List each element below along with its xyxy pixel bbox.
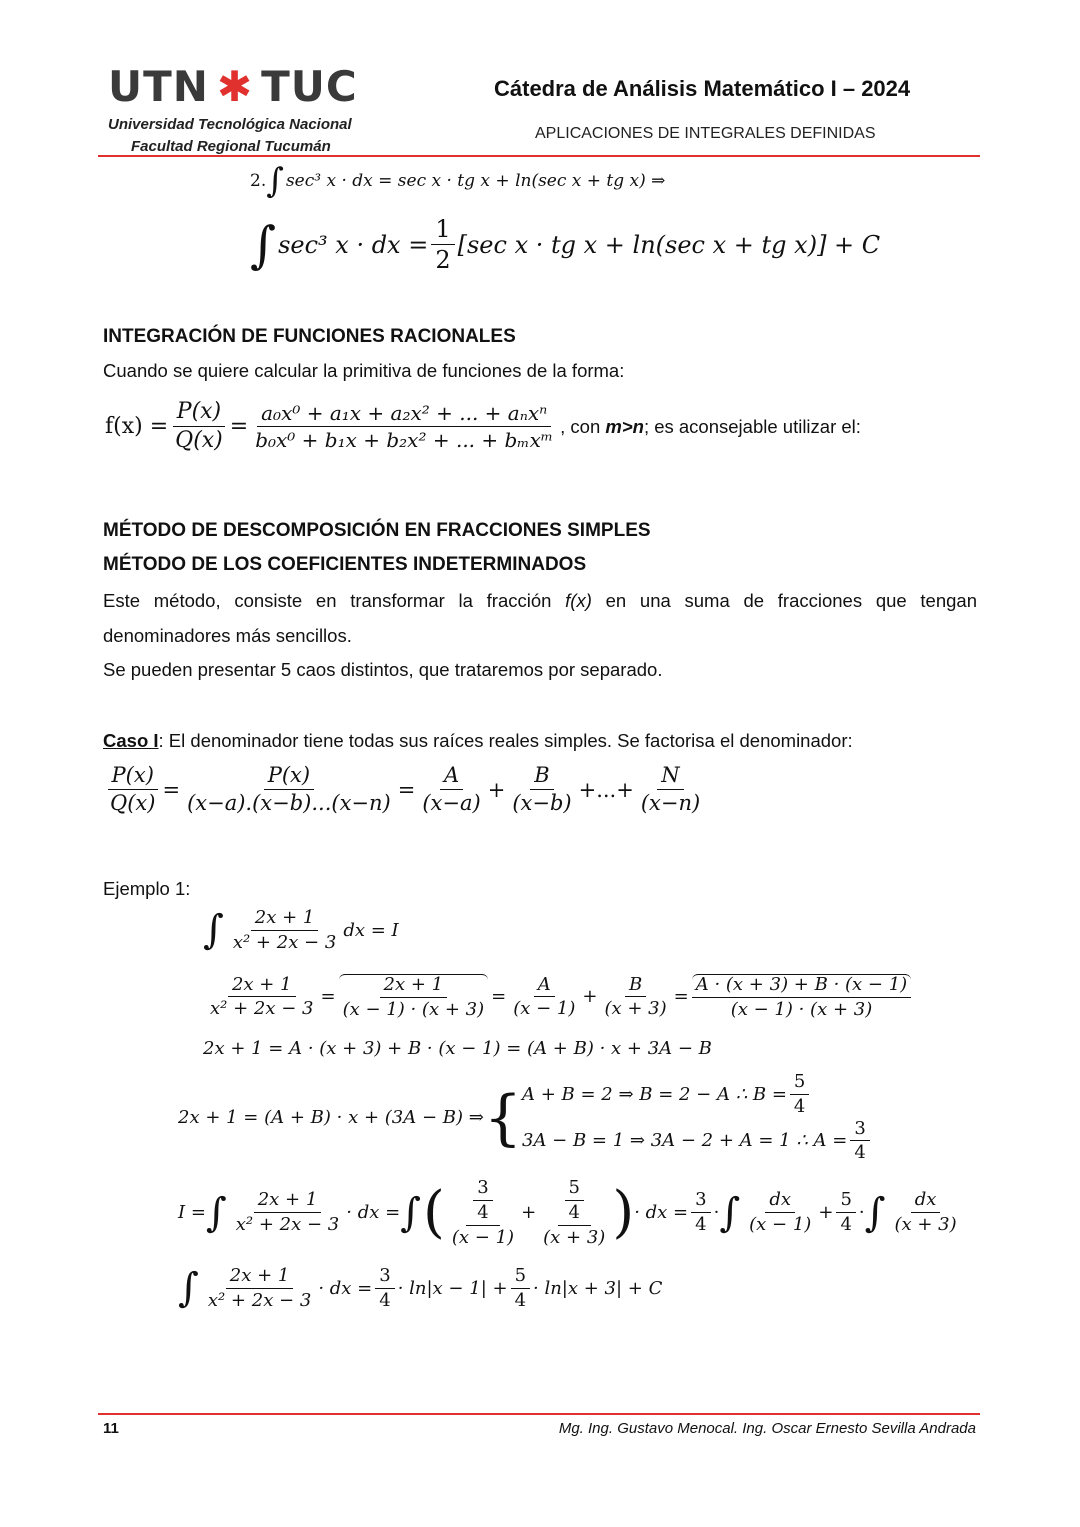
university-name: Universidad Tecnológica Nacional [108, 116, 352, 133]
fraction-num [466, 1178, 499, 1226]
integral-sign: ∫ [266, 161, 284, 201]
fraction-den: x² + 2x − 3 [210, 998, 314, 1020]
fraction-num: 2x + 1 [254, 1190, 322, 1213]
fraction-num: P(x) [108, 764, 158, 790]
fraction-num: 5 [790, 1072, 809, 1095]
fraction-num: 2x + 1 [228, 975, 296, 998]
sys2-text: 3A − B = 1 ⇒ 3A − 2 + A = 1 ∴ A = [522, 1130, 848, 1152]
cases-paragraph: Se pueden presentar 5 caos distintos, que trataremos por separado. [103, 659, 663, 680]
equals-sign: = [229, 414, 249, 440]
fraction-den: x² + 2x − 3 [207, 1289, 312, 1311]
topic-title: APLICACIONES DE INTEGRALES DEFINIDAS [535, 125, 876, 142]
fraction-den: x² + 2x − 3 [232, 931, 337, 953]
dot-operator: · [713, 1202, 720, 1224]
fraction-num: 2x + 1 [251, 908, 319, 931]
method-title-2: MÉTODO DE LOS COEFICIENTES INDETERMINADOS [103, 554, 587, 575]
condition-m-n: m>n [605, 415, 644, 437]
method-paragraph-line2: denominadores más sencillos. [103, 625, 352, 646]
fraction-num: 5 [565, 1178, 584, 1201]
tail-suffix: ; es aconsejable utilizar el: [643, 415, 861, 437]
fraction-num: A [534, 975, 555, 998]
p1-fx: f(x) [565, 590, 592, 611]
pq-fraction [171, 400, 227, 453]
fraction-num: dx [911, 1190, 941, 1213]
plus-sign: + [818, 1202, 834, 1224]
fraction [836, 1190, 855, 1235]
fraction-den: (x + 3) [604, 998, 667, 1020]
fraction-den: 4 [477, 1201, 489, 1223]
sec3-line1 [250, 161, 666, 201]
fraction-den: Q(x) [175, 428, 223, 454]
sec3-line2 [250, 216, 880, 274]
fraction [509, 975, 579, 1020]
fraction [229, 908, 340, 953]
n-fraction [637, 764, 704, 815]
fraction-den: (x − 1) [451, 1226, 515, 1248]
fraction-den: 4 [793, 1095, 806, 1117]
fraction-num: B [530, 764, 553, 790]
equals-sign: = [491, 986, 507, 1008]
sec3-equation: sec³ x · dx = sec x · tg x + ln(sec x + tg x) ⇒ [285, 171, 666, 191]
e6-b-tail: · ln|x + 3| + C [533, 1277, 663, 1299]
fraction [204, 1266, 315, 1311]
fraction-den: (x−a).(x−b)...(x−n) [187, 791, 391, 816]
rational-function-formula [105, 400, 861, 453]
integral-sign: ∫ [400, 1189, 422, 1236]
fraction-den: b₀x⁰ + b₁x + b₂x² + ... + bₘxᵐ [255, 428, 554, 453]
sys1-text: A + B = 2 ⇒ B = 2 − A ∴ B = [522, 1083, 787, 1105]
fraction-num: 3 [473, 1178, 492, 1201]
fraction-den: (x−n) [640, 791, 701, 816]
fraction-num [558, 1178, 591, 1226]
pq-fraction [106, 764, 159, 815]
logo-tuc: TUC [261, 62, 358, 111]
fraction-num: B [625, 975, 646, 998]
fraction [473, 1178, 492, 1223]
integral-sign: ∫ [205, 1189, 227, 1236]
fraction-num: 1 [431, 216, 454, 245]
fraction-den: 4 [695, 1214, 707, 1236]
factored-fraction [183, 764, 395, 815]
fraction-num: a₀x⁰ + a₁x + a₂x² + ... + aₙxⁿ [257, 402, 551, 427]
sec3-left: sec³ x · dx = [278, 230, 429, 259]
fraction-den: (x−b) [512, 791, 572, 816]
fraction [850, 1119, 869, 1164]
equals-sign: = [673, 986, 689, 1008]
fraction [600, 975, 670, 1020]
integral-sign: ∫ [250, 215, 277, 274]
integral-sign: ∫ [178, 1265, 199, 1312]
utn-tuc-logo [108, 62, 358, 111]
fraction [692, 974, 911, 1020]
page-number: 11 [103, 1420, 119, 1437]
fraction [206, 975, 317, 1020]
intro-paragraph: Cuando se quiere calcular la primitiva de funciones de la forma: [103, 360, 625, 381]
plus-sign: + [487, 777, 506, 802]
close-paren: ) [612, 1179, 635, 1245]
e1-tail: dx = I [343, 919, 399, 941]
fraction-den: 4 [840, 1214, 852, 1236]
fraction-num: 2x + 1 [226, 1266, 294, 1289]
caso-1-label: Caso I [103, 730, 159, 751]
e5-dx2: · dx = [634, 1202, 689, 1224]
fraction-den: Q(x) [110, 791, 156, 816]
fraction-den: (x − 1) · (x + 3) [730, 998, 873, 1020]
e4-left: 2x + 1 = (A + B) · x + (3A − B) ⇒ [178, 1107, 484, 1129]
header-divider [98, 155, 980, 157]
system-eq-1 [522, 1072, 873, 1117]
fraction [339, 974, 489, 1020]
example-line-6 [178, 1266, 662, 1311]
dots: +...+ [578, 777, 634, 802]
fraction [790, 1072, 809, 1117]
fraction-den: (x − 1) [513, 998, 576, 1020]
fraction-num: 5 [511, 1266, 530, 1289]
equals-sign: = [162, 777, 181, 802]
equals-sign: = [320, 986, 336, 1008]
fraction-den: (x + 3) [894, 1214, 957, 1236]
fraction-den: 4 [514, 1289, 527, 1311]
integral-sign: ∫ [719, 1189, 741, 1236]
equation-system [522, 1072, 873, 1163]
f-label: f(x) = [105, 414, 169, 440]
example-line-5 [178, 1178, 964, 1247]
integral-sign: ∫ [864, 1189, 886, 1236]
fraction [691, 1190, 710, 1235]
tail-prefix: , con [560, 415, 606, 437]
a-fraction [418, 764, 484, 815]
section-title-racionales: INTEGRACIÓN DE FUNCIONES RACIONALES [103, 326, 516, 347]
example-title: Ejemplo 1: [103, 878, 191, 899]
logo-utn: UTN [108, 62, 209, 111]
fraction [565, 1178, 584, 1223]
fraction [511, 1266, 530, 1311]
fraction [232, 1190, 343, 1235]
fraction-num: P(x) [173, 400, 225, 427]
example-line-4 [178, 1072, 873, 1163]
footer-authors: Mg. Ing. Gustavo Menocal. Ing. Oscar Ernesto Sevilla Andrada [558, 1420, 976, 1437]
fraction-den: (x − 1) [749, 1214, 812, 1236]
fraction-den: 2 [435, 246, 451, 275]
sec3-right: [sec x · tg x + ln(sec x + tg x)] + C [457, 230, 881, 259]
example-line-3: 2x + 1 = A · (x + 3) + B · (x − 1) = (A + B) · x + 3A − B [203, 1038, 712, 1059]
fraction-num: A [440, 764, 463, 790]
caso-1-line [103, 730, 853, 752]
fraction [539, 1178, 609, 1247]
fraction [448, 1178, 518, 1247]
one-half-fraction [431, 216, 454, 274]
logo-star-icon: ✱ [216, 62, 254, 111]
fraction [890, 1190, 960, 1235]
fraction-num: 3 [375, 1266, 394, 1289]
plus-sign: + [521, 1202, 537, 1224]
brace: { [483, 1082, 522, 1153]
e6-mid: · dx = [318, 1277, 373, 1299]
fraction-num: dx [765, 1190, 795, 1213]
open-paren: ( [423, 1179, 445, 1245]
plus-sign: + [582, 986, 598, 1008]
fraction [375, 1266, 394, 1311]
caso-1-text: : El denominador tiene todas sus raíces reales simples. Se factorisa el denominador: [158, 730, 853, 751]
method-title-1: MÉTODO DE DESCOMPOSICIÓN EN FRACCIONES SIMPLES [103, 520, 651, 541]
caso-1-formula [103, 764, 707, 815]
fraction-den: 4 [379, 1289, 391, 1311]
fraction-den: (x−a) [422, 791, 481, 816]
fraction-den: x² + 2x − 3 [235, 1214, 340, 1236]
system-eq-2 [522, 1119, 873, 1164]
fraction-num: 3 [850, 1119, 869, 1142]
fraction-num: A · (x + 3) + B · (x − 1) [692, 975, 911, 998]
fraction [745, 1190, 815, 1235]
faculty-name: Facultad Regional Tucumán [131, 138, 331, 155]
fraction-num: N [657, 764, 683, 790]
fraction-den: (x − 1) · (x + 3) [342, 998, 485, 1020]
e5-dx: · dx = [346, 1202, 401, 1224]
fraction-num: 3 [691, 1190, 710, 1213]
fraction-den: (x + 3) [543, 1226, 606, 1248]
dot-operator: · [858, 1202, 865, 1224]
example-line-2 [203, 974, 914, 1020]
item-number: 2. [250, 171, 267, 191]
polynomial-fraction [251, 402, 557, 451]
p1-part-b: en una suma de fracciones que tengan [591, 590, 977, 611]
example-line-1 [203, 908, 399, 953]
footer-divider [98, 1413, 980, 1415]
fraction-num: P(x) [264, 764, 314, 790]
course-title: Cátedra de Análisis Matemático I – 2024 [494, 76, 911, 101]
e5-I: I = [178, 1202, 206, 1224]
integral-sign: ∫ [203, 907, 224, 954]
fraction-den: 4 [568, 1201, 580, 1223]
condition-text [560, 416, 861, 438]
equals-sign: = [397, 777, 416, 802]
p1-part-a: Este método, consiste en transformar la fracción [103, 590, 566, 611]
fraction-num: 2x + 1 [380, 975, 448, 998]
b-fraction [508, 764, 575, 815]
method-paragraph-line1 [103, 590, 977, 612]
e6-a-tail: · ln|x − 1| + [397, 1277, 508, 1299]
fraction-num: 5 [836, 1190, 855, 1213]
fraction-den: 4 [854, 1142, 866, 1164]
